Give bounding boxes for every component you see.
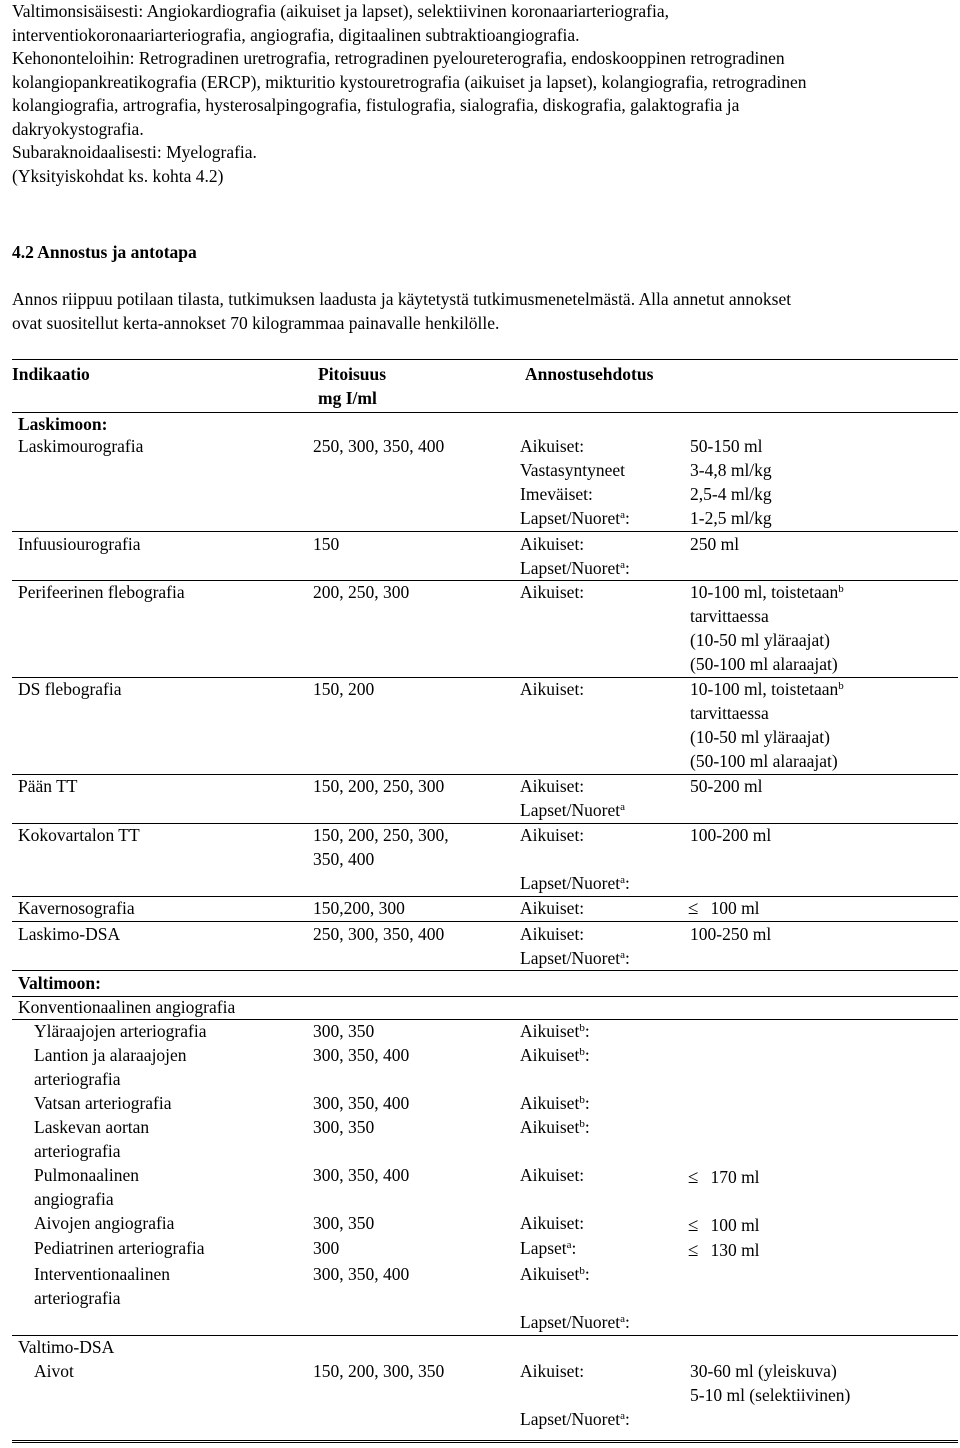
concentration-cell: 300, 350: [313, 1117, 375, 1137]
dose-cell: 10-100 ml, toistetaan$^b$: [690, 679, 844, 699]
footnote-b: b: [579, 1022, 585, 1034]
patient-cell: Lapset/Nuoret$^a$:: [520, 508, 630, 528]
group-laskimo: Laskimoon:: [18, 414, 108, 434]
row-rule: [12, 896, 958, 897]
conventional-angiography-label: Konventionaalinen angiografia: [18, 997, 236, 1017]
patient-cell: Lapset$^a$:: [520, 1238, 577, 1258]
dose-cell: 250 ml: [690, 534, 740, 554]
patient-cell: Aikuiset:: [520, 436, 585, 456]
indication-cell: arteriografia: [34, 1288, 121, 1308]
header-concentration: Pitoisuus: [318, 364, 387, 384]
section-heading: 4.2 Annostus ja antotapa: [12, 242, 197, 262]
patient-cell: Aikuiset:: [520, 924, 585, 944]
concentration-cell: 350, 400: [313, 849, 375, 869]
footnote-a: a: [620, 1410, 625, 1422]
patient-cell: Aikuiset$^b$:: [520, 1264, 590, 1284]
dose-cell: (10-50 ml yläraajat): [690, 630, 830, 650]
concentration-cell: 300, 350, 400: [313, 1165, 410, 1185]
indication-cell: angiografia: [34, 1189, 114, 1209]
indication-cell: Pään TT: [18, 776, 78, 796]
footnote-b: b: [579, 1118, 585, 1130]
intro-line: (Yksityiskohdat ks. kohta 4.2): [12, 165, 224, 186]
dose-cell: 2,5-4 ml/kg: [690, 484, 772, 504]
intro-paragraph: [12, 0, 807, 188]
header-dose: Annostusehdotus: [525, 364, 654, 384]
patient-cell: Imeväiset:: [520, 484, 593, 504]
indication-cell: Vatsan arteriografia: [34, 1093, 172, 1113]
indication-cell: Laskimo-DSA: [18, 924, 121, 944]
footnote-b: b: [579, 1094, 585, 1106]
indication-cell: Pediatrinen arteriografia: [34, 1238, 205, 1258]
less-or-equal-icon: ≤: [688, 1167, 699, 1188]
concentration-cell: 300, 350, 400: [313, 1264, 410, 1284]
patient-cell: Aikuiset:: [520, 679, 585, 699]
footnote-a: a: [620, 801, 625, 813]
dose-cell: 30-60 ml (yleiskuva): [690, 1361, 837, 1381]
dose-cell: ≤ 130 ml: [688, 1240, 760, 1261]
patient-cell: Lapset/Nuoret$^a$:: [520, 873, 630, 893]
patient-cell: Lapset/Nuoret$^a$:: [520, 1409, 630, 1429]
less-or-equal-icon: ≤: [688, 1215, 699, 1236]
dose-cell: 50-150 ml: [690, 436, 763, 456]
dose-cell: 50-200 ml: [690, 776, 763, 796]
footnote-a: a: [620, 1313, 625, 1325]
row-rule: [12, 1335, 958, 1336]
concentration-cell: 300, 350: [313, 1021, 375, 1041]
header-rule: [12, 412, 958, 413]
dose-cell: (50-100 ml alaraajat): [690, 654, 838, 674]
indication-cell: Perifeerinen flebografia: [18, 582, 185, 602]
indication-cell: Laskimourografia: [18, 436, 144, 456]
table-top-rule: [12, 359, 958, 360]
patient-cell: Aikuiset:: [520, 898, 585, 918]
dose-cell: 1-2,5 ml/kg: [690, 508, 772, 528]
footnote-a: a: [620, 874, 625, 886]
patient-cell: Aikuiset$^b$:: [520, 1045, 590, 1065]
concentration-cell: 300: [313, 1238, 340, 1258]
footnote-b: b: [838, 680, 844, 692]
dose-cell: 100-250 ml: [690, 924, 772, 944]
patient-cell: Aikuiset:: [520, 534, 585, 554]
footnote-a: a: [620, 949, 625, 961]
dose-cell: (10-50 ml yläraajat): [690, 727, 830, 747]
patient-cell: Lapset/Nuoret$^a$:: [520, 1312, 630, 1332]
concentration-cell: 250, 300, 350, 400: [313, 436, 445, 456]
intro-line: kolangiopankreatikografia (ERCP), mikturitio kystouretrografia (aikuiset ja lapset), kolangiografia, retrogradinen: [12, 71, 807, 92]
concentration-cell: 200, 250, 300: [313, 582, 410, 602]
concentration-cell: 300, 350: [313, 1213, 375, 1233]
row-rule: [12, 531, 958, 532]
dose-cell: ≤ 100 ml: [688, 898, 760, 919]
indication-cell: Interventionaalinen: [34, 1264, 171, 1284]
patient-cell: Vastasyntyneet: [520, 460, 625, 480]
indication-cell: DS flebografia: [18, 679, 122, 699]
patient-cell: Lapset/Nuoret$^a$: [520, 800, 625, 820]
concentration-cell: 150, 200: [313, 679, 375, 699]
indication-cell: Aivot: [34, 1361, 74, 1381]
valtimo-dsa-label: Valtimo-DSA: [18, 1337, 115, 1357]
footnote-b: b: [579, 1265, 585, 1277]
intro-line: dakryokystografia.: [12, 118, 144, 139]
dose-cell: 10-100 ml, toistetaan$^b$: [690, 582, 844, 602]
concentration-cell: 150, 200, 250, 300: [313, 776, 445, 796]
patient-cell: Aikuiset:: [520, 825, 585, 845]
row-rule: [12, 970, 958, 971]
body-line: Annos riippuu potilaan tilasta, tutkimuksen laadusta ja käytetystä tutkimusmenetelmästä. Alla annetut annokset: [12, 289, 792, 309]
section-body: [12, 288, 791, 335]
patient-cell: Aikuiset:: [520, 582, 585, 602]
footnote-a: a: [620, 509, 625, 521]
concentration-cell: 150, 200, 250, 300,: [313, 825, 449, 845]
patient-cell: Aikuiset:: [520, 1165, 585, 1185]
intro-line: interventiokoronaariarteriografia, angiografia, digitaalinen subtraktioangiografia.: [12, 24, 580, 45]
concentration-cell: 150, 200, 300, 350: [313, 1361, 445, 1381]
indication-cell: Lantion ja alaraajojen: [34, 1045, 187, 1065]
dose-cell: ≤ 100 ml: [688, 1215, 760, 1236]
indication-cell: Kokovartalon TT: [18, 825, 140, 845]
indication-cell: Pulmonaalinen: [34, 1165, 139, 1185]
concentration-cell: 150,200, 300: [313, 898, 405, 918]
intro-line: Valtimonsisäisesti: Angiokardiografia (aikuiset ja lapset), selektiivinen koronaariarteriografia,: [12, 1, 670, 21]
table-bottom-rule: [12, 1440, 958, 1443]
header-indication: Indikaatio: [12, 364, 90, 384]
header-concentration-unit: mg I/ml: [318, 388, 377, 408]
concentration-cell: 150: [313, 534, 340, 554]
less-or-equal-icon: ≤: [688, 898, 699, 919]
patient-cell: Lapset/Nuoret$^a$:: [520, 558, 630, 578]
patient-cell: Aikuiset$^b$:: [520, 1021, 590, 1041]
patient-cell: Aikuiset:: [520, 1213, 585, 1233]
body-line: ovat suositellut kerta-annokset 70 kilogrammaa painavalle henkilölle.: [12, 312, 500, 333]
footnote-b: b: [838, 583, 844, 595]
dose-cell: 100-200 ml: [690, 825, 772, 845]
patient-cell: Aikuiset:: [520, 776, 585, 796]
row-rule: [12, 774, 958, 775]
indication-cell: Laskevan aortan: [34, 1117, 150, 1137]
indication-cell: Infuusiourografia: [18, 534, 141, 554]
dose-cell: tarvittaessa: [690, 703, 769, 723]
less-or-equal-icon: ≤: [688, 1240, 699, 1261]
intro-line: kolangiografia, artrografia, hysterosalpingografia, fistulografia, sialografia, diskografia, galaktografia ja: [12, 95, 740, 115]
intro-line: Subaraknoidaalisesti: Myelografia.: [12, 142, 257, 162]
indication-cell: arteriografia: [34, 1141, 121, 1161]
group-valtimo: Valtimoon:: [18, 973, 101, 993]
dose-cell: (50-100 ml alaraajat): [690, 751, 838, 771]
concentration-cell: 300, 350, 400: [313, 1093, 410, 1113]
concentration-cell: 250, 300, 350, 400: [313, 924, 445, 944]
indication-cell: arteriografia: [34, 1069, 121, 1089]
indication-cell: Yläraajojen arteriografia: [34, 1021, 207, 1041]
indication-cell: Kavernosografia: [18, 898, 135, 918]
patient-cell: Aikuiset$^b$:: [520, 1117, 590, 1137]
dose-cell: 3-4,8 ml/kg: [690, 460, 772, 480]
row-rule: [12, 921, 958, 922]
indication-cell: Aivojen angiografia: [34, 1213, 175, 1233]
dose-cell: 5-10 ml (selektiivinen): [690, 1385, 851, 1405]
footnote-a: a: [566, 1239, 572, 1251]
intro-line: Kehononteloihin: Retrogradinen uretrografia, retrogradinen pyeloureterografia, endoskooppinen retrogradinen: [12, 48, 785, 68]
footnote-b: b: [579, 1046, 585, 1058]
dose-cell: tarvittaessa: [690, 606, 769, 626]
patient-cell: Aikuiset:: [520, 1361, 585, 1381]
dose-cell: ≤ 170 ml: [688, 1167, 760, 1188]
concentration-cell: 300, 350, 400: [313, 1045, 410, 1065]
footnote-a: a: [620, 559, 625, 571]
patient-cell: Aikuiset$^b$:: [520, 1093, 590, 1113]
row-rule: [12, 823, 958, 824]
patient-cell: Lapset/Nuoret$^a$:: [520, 948, 630, 968]
